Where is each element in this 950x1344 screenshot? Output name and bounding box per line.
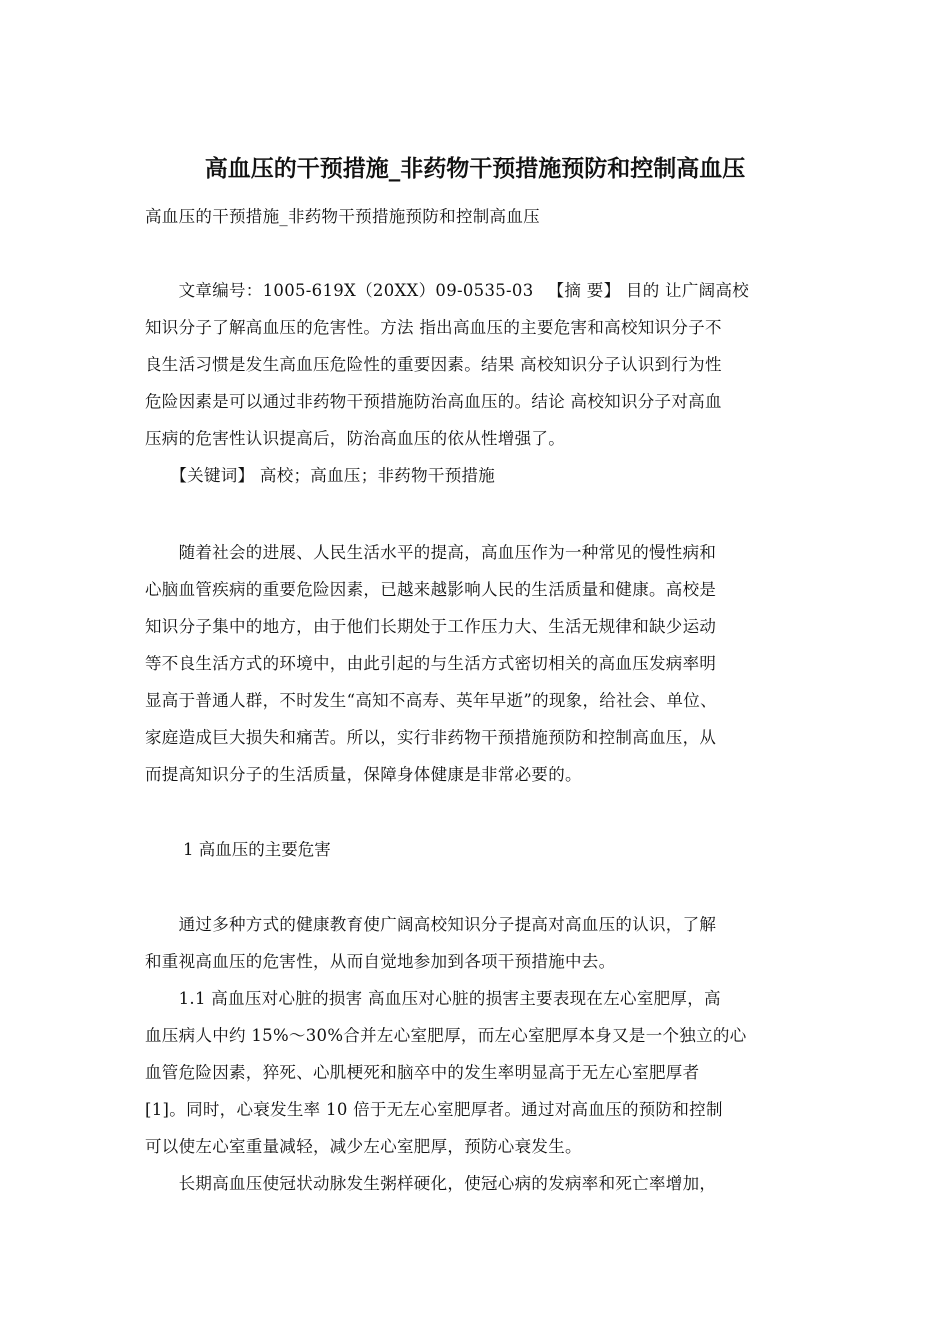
- abstract-line: 危险因素是可以通过非药物干预措施防治高血压的。结论 高校知识分子对高血: [145, 392, 722, 411]
- document-title: 高血压的干预措施_非药物干预措施预防和控制高血压: [204, 155, 746, 182]
- abstract-line: 文章编号：1005-619X（20XX）09-0535-03 【摘 要】 目的 让广阔高校: [145, 281, 750, 300]
- intro-line: 家庭造成巨大损失和痛苦。所以，实行非药物干预措施预防和控制高血压，从: [145, 728, 717, 747]
- subsection-line: 1.1 高血压对心脏的损害 高血压对心脏的损害主要表现在左心室肥厚，高: [145, 989, 721, 1008]
- keywords-line: 【关键词】 高校；高血压；非药物干预措施: [145, 466, 496, 485]
- section-heading: 1 高血压的主要危害: [183, 840, 331, 859]
- section-intro-line: 通过多种方式的健康教育使广阔高校知识分子提高对高血压的认识，了解: [145, 915, 717, 934]
- abstract-line: 压病的危害性认识提高后，防治高血压的依从性增强了。: [145, 429, 565, 448]
- section-intro-line: 和重视高血压的危害性，从而自觉地参加到各项干预措施中去。: [145, 952, 616, 971]
- subsection-line: 血压病人中约 15%～30%合并左心室肥厚，而左心室肥厚本身又是一个独立的心: [145, 1026, 747, 1045]
- intro-line: 随着社会的进展、人民生活水平的提高，高血压作为一种常见的慢性病和: [145, 543, 717, 562]
- subsection-line: [1]。同时，心衰发生率 10 倍于无左心室肥厚者。通过对高血压的预防和控制: [145, 1100, 723, 1119]
- subsection-line: 可以使左心室重量减轻，减少左心室肥厚，预防心衰发生。: [145, 1137, 582, 1156]
- abstract-line: 良生活习惯是发生高血压危险性的重要因素。结果 高校知识分子认识到行为性: [145, 355, 722, 374]
- abstract-line: 知识分子了解高血压的危害性。方法 指出高血压的主要危害和高校知识分子不: [145, 318, 722, 337]
- intro-line: 知识分子集中的地方，由于他们长期处于工作压力大、生活无规律和缺少运动: [145, 617, 717, 636]
- intro-line: 等不良生活方式的环境中，由此引起的与生活方式密切相关的高血压发病率明: [145, 654, 717, 673]
- intro-line: 显高于普通人群，不时发生“高知不高寿、英年早逝”的现象，给社会、单位、: [145, 691, 717, 710]
- document-subtitle: 高血压的干预措施_非药物干预措施预防和控制高血压: [145, 207, 540, 226]
- intro-line: 而提高知识分子的生活质量，保障身体健康是非常必要的。: [145, 765, 582, 784]
- body-line: 长期高血压使冠状动脉发生粥样硬化，使冠心病的发病率和死亡率增加，: [145, 1174, 717, 1193]
- subsection-line: 血管危险因素，猝死、心肌梗死和脑卒中的发生率明显高于无左心室肥厚者: [145, 1063, 700, 1082]
- intro-line: 心脑血管疾病的重要危险因素，已越来越影响人民的生活质量和健康。高校是: [145, 580, 717, 599]
